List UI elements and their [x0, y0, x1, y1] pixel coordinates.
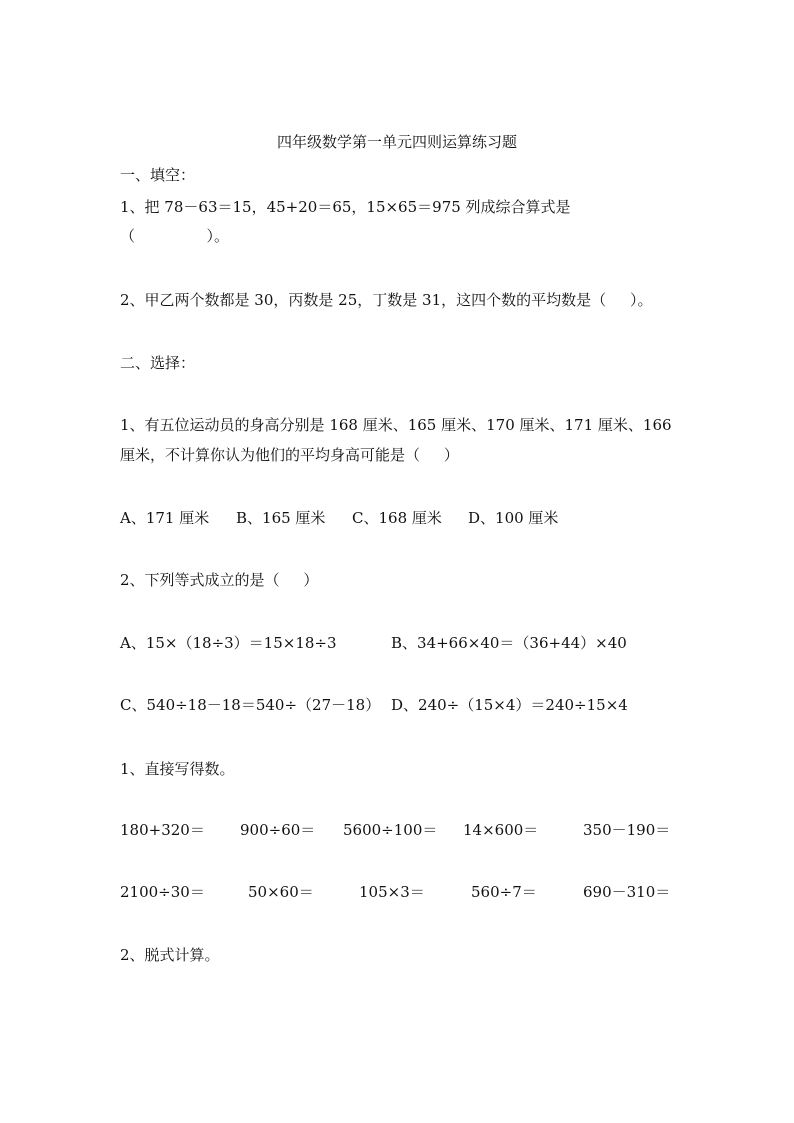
choice-1-option-a: A、171 厘米: [120, 509, 210, 527]
choice-2-option-a: A、15×（18÷3）＝15×18÷3: [120, 634, 337, 652]
section-heading-step-calculation: 2、脱式计算。: [120, 946, 220, 964]
mental-math-item: 350－190＝: [583, 821, 671, 839]
choice-2-option-d: D、240÷（15×4）＝240÷15×4: [391, 696, 628, 714]
mental-math-item: 14×600＝: [463, 821, 539, 839]
page-title: 四年级数学第一单元四则运算练习题: [276, 133, 517, 151]
mental-math-item: 690－310＝: [583, 883, 671, 901]
mental-math-item: 2100÷30＝: [120, 883, 205, 901]
mental-math-item: 5600÷100＝: [343, 821, 438, 839]
choice-1-option-c: C、168 厘米: [352, 509, 442, 527]
choice-1-option-b: B、165 厘米: [236, 509, 326, 527]
section-heading-mental-math: 1、直接写得数。: [120, 760, 235, 778]
fill-question-2: 2、甲乙两个数都是 30，丙数是 25，丁数是 31，这四个数的平均数是（ ）。: [120, 291, 653, 309]
fill-question-1-line-2: （ ）。: [120, 227, 230, 245]
choice-question-1-line-2: 厘米，不计算你认为他们的平均身高可能是（ ）: [120, 446, 459, 464]
choice-2-option-b: B、34+66×40＝（36+44）×40: [391, 634, 627, 652]
section-heading-choice: 二、选择：: [120, 354, 196, 372]
mental-math-item: 105×3＝: [359, 883, 425, 901]
choice-question-2: 2、下列等式成立的是（ ）: [120, 571, 319, 589]
mental-math-item: 180+320＝: [120, 821, 205, 839]
choice-1-option-d: D、100 厘米: [468, 509, 559, 527]
mental-math-item: 900÷60＝: [240, 821, 316, 839]
choice-question-1-line-1: 1、有五位运动员的身高分别是 168 厘米、165 厘米、170 厘米、171 厘米、166: [120, 416, 672, 434]
section-heading-fill-in: 一、填空：: [120, 166, 196, 184]
fill-question-1-line-1: 1、把 78－63＝15，45+20＝65，15×65＝975 列成综合算式是: [120, 198, 571, 216]
mental-math-item: 50×60＝: [248, 883, 314, 901]
choice-2-option-c: C、540÷18－18＝540÷（27－18）: [120, 696, 381, 714]
mental-math-item: 560÷7＝: [471, 883, 537, 901]
